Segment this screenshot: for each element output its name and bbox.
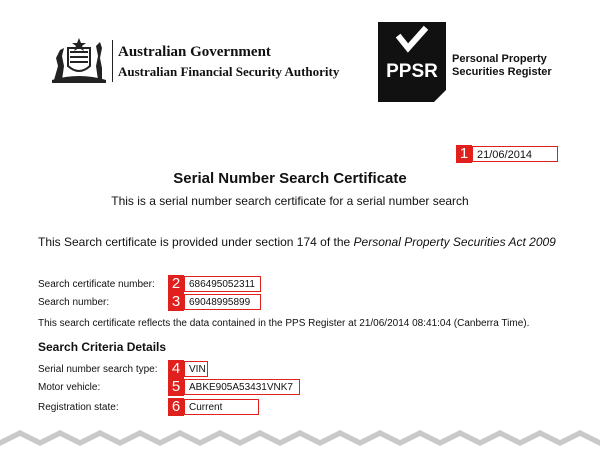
search-type-callout <box>168 360 208 378</box>
header-divider <box>112 40 113 82</box>
page-title: Serial Number Search Certificate <box>173 170 407 187</box>
registration-state-value: Current <box>184 399 259 415</box>
certificate-number-value: 686495052311 <box>184 276 261 292</box>
motor-vehicle-callout <box>168 378 300 396</box>
search-number-label: Search number: <box>38 297 110 308</box>
page-subtitle: This is a serial number search certificate for a serial number search <box>111 194 469 208</box>
act-name: Personal Property Securities Act 2009 <box>353 235 556 249</box>
certificate-number-callout <box>168 275 261 293</box>
callout-badge-3: 3 <box>168 293 184 311</box>
certificate-number-label: Search certificate number: <box>38 279 155 290</box>
callout-badge-4: 4 <box>168 360 184 378</box>
register-reflects-note: This search certificate reflects the data contained in the PPS Register at 21/06/2014 08:41:04 (Canberra Time). <box>38 318 530 329</box>
ppsr-logo-icon <box>378 22 446 102</box>
ppsr-name-line2: Securities Register <box>452 66 552 78</box>
motor-vehicle-value: ABKE905A53431VNK7 <box>184 379 300 395</box>
search-type-label: Serial number search type: <box>38 364 158 375</box>
callout-badge-6: 6 <box>168 398 184 416</box>
authority-name: Australian Financial Security Authority <box>118 64 340 79</box>
certificate-date: 21/06/2014 <box>472 146 558 162</box>
ppsr-mark-text: PPSR <box>386 61 438 82</box>
callout-badge-2: 2 <box>168 275 184 293</box>
ppsr-name <box>452 53 552 79</box>
government-name: Australian Government <box>118 44 271 60</box>
search-type-value: VIN <box>184 361 208 377</box>
search-number-value: 69048995899 <box>184 294 261 310</box>
provision-text-main: This Search certificate is provided under section 174 of the <box>38 235 354 249</box>
motor-vehicle-label: Motor vehicle: <box>38 382 101 393</box>
search-criteria-heading: Search Criteria Details <box>38 340 167 354</box>
date-callout <box>456 145 558 163</box>
registration-state-label: Registration state: <box>38 402 119 413</box>
search-number-callout <box>168 293 261 311</box>
registration-state-callout <box>168 398 259 416</box>
callout-badge-1: 1 <box>456 145 472 163</box>
torn-edge <box>0 420 600 456</box>
coat-of-arms-icon <box>48 36 110 84</box>
ppsr-name-line1: Personal Property <box>452 53 547 65</box>
callout-badge-5: 5 <box>168 378 184 396</box>
provision-text <box>38 235 558 250</box>
